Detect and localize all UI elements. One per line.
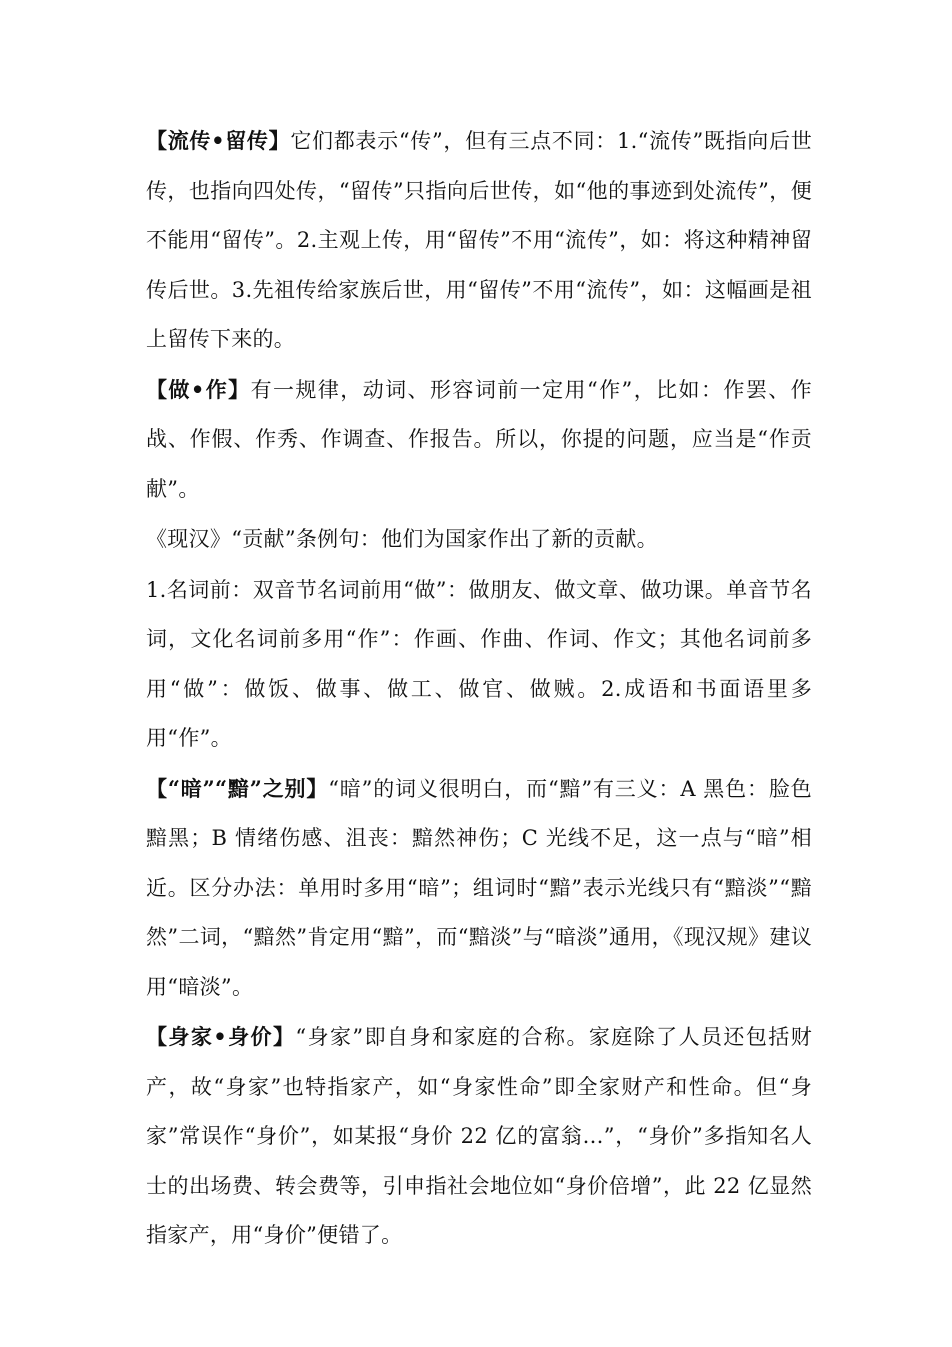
term-heading: 【流传•留传】 [146, 128, 291, 153]
paragraph-text: 《现汉》“贡献”条例句：他们为国家作出了新的贡献。 [146, 527, 658, 551]
paragraph-xianhan-example [146, 514, 812, 565]
document-body [146, 116, 812, 1261]
paragraph-shenjia [146, 1012, 812, 1261]
paragraph-text: 有一规律，动词、形容词前一定用“作”，比如：作罢、作战、作假、作秀、作调查、作报告。所以，你提的问题，应当是“作贡献”。 [146, 377, 812, 501]
term-heading: 【做•作】 [146, 376, 251, 402]
paragraph-noun-rule [146, 565, 812, 764]
paragraph-text: 1.名词前：双音节名词前用“做”：做朋友、做文章、做功课。单音节名词，文化名词前多用“作”：作画、作曲、作词、作文；其他名词前多用“做”：做饭、做事、做工、做官、做贼。2.成语和书面语里多用“作”。 [146, 577, 812, 750]
paragraph-zuo [146, 365, 812, 515]
paragraph-text: “暗”的词义很明白，而“黯”有三义：A 黑色：脸色黯黑；B 情绪伤感、沮丧：黯然神伤；C 光线不足，这一点与“暗”相近。区分办法：单用时多用“暗”；组词时“黯”表示光线只有“黯淡”“黯然”二词，“黯然”肯定用“黯”，而“黯淡”与“暗淡”通用，《现汉规》建议用“暗淡”。 [146, 776, 812, 999]
term-heading: 【“暗”“黯”之别】 [146, 775, 329, 801]
paragraph-liuchuan [146, 116, 812, 365]
paragraph-an [146, 764, 812, 1013]
term-heading: 【身家•身价】 [146, 1024, 296, 1049]
paragraph-text: “身家”即自身和家庭的合称。家庭除了人员还包括财产，故“身家”也特指家产，如“身家性命”即全家财产和性命。但“身家”常误作“身价”，如某报“身价 22 亿的富翁…”，“身价”多指知名人士的出场费、转会费等，引申指社会地位如“身价倍增”，此 22 亿显然指家产，用“身价”便错了。 [146, 1025, 813, 1247]
paragraph-text: 它们都表示“传”，但有三点不同：1.“流传”既指向后世传，也指向四处传，“留传”只指向后世传，如“他的事迹到处流传”，便不能用“留传”。2.主观上传，用“留传”不用“流传”，如：将这种精神留传后世。3.先祖传给家族后世，用“留传”不用“流传”，如：这幅画是祖上留传下来的。 [146, 129, 812, 351]
